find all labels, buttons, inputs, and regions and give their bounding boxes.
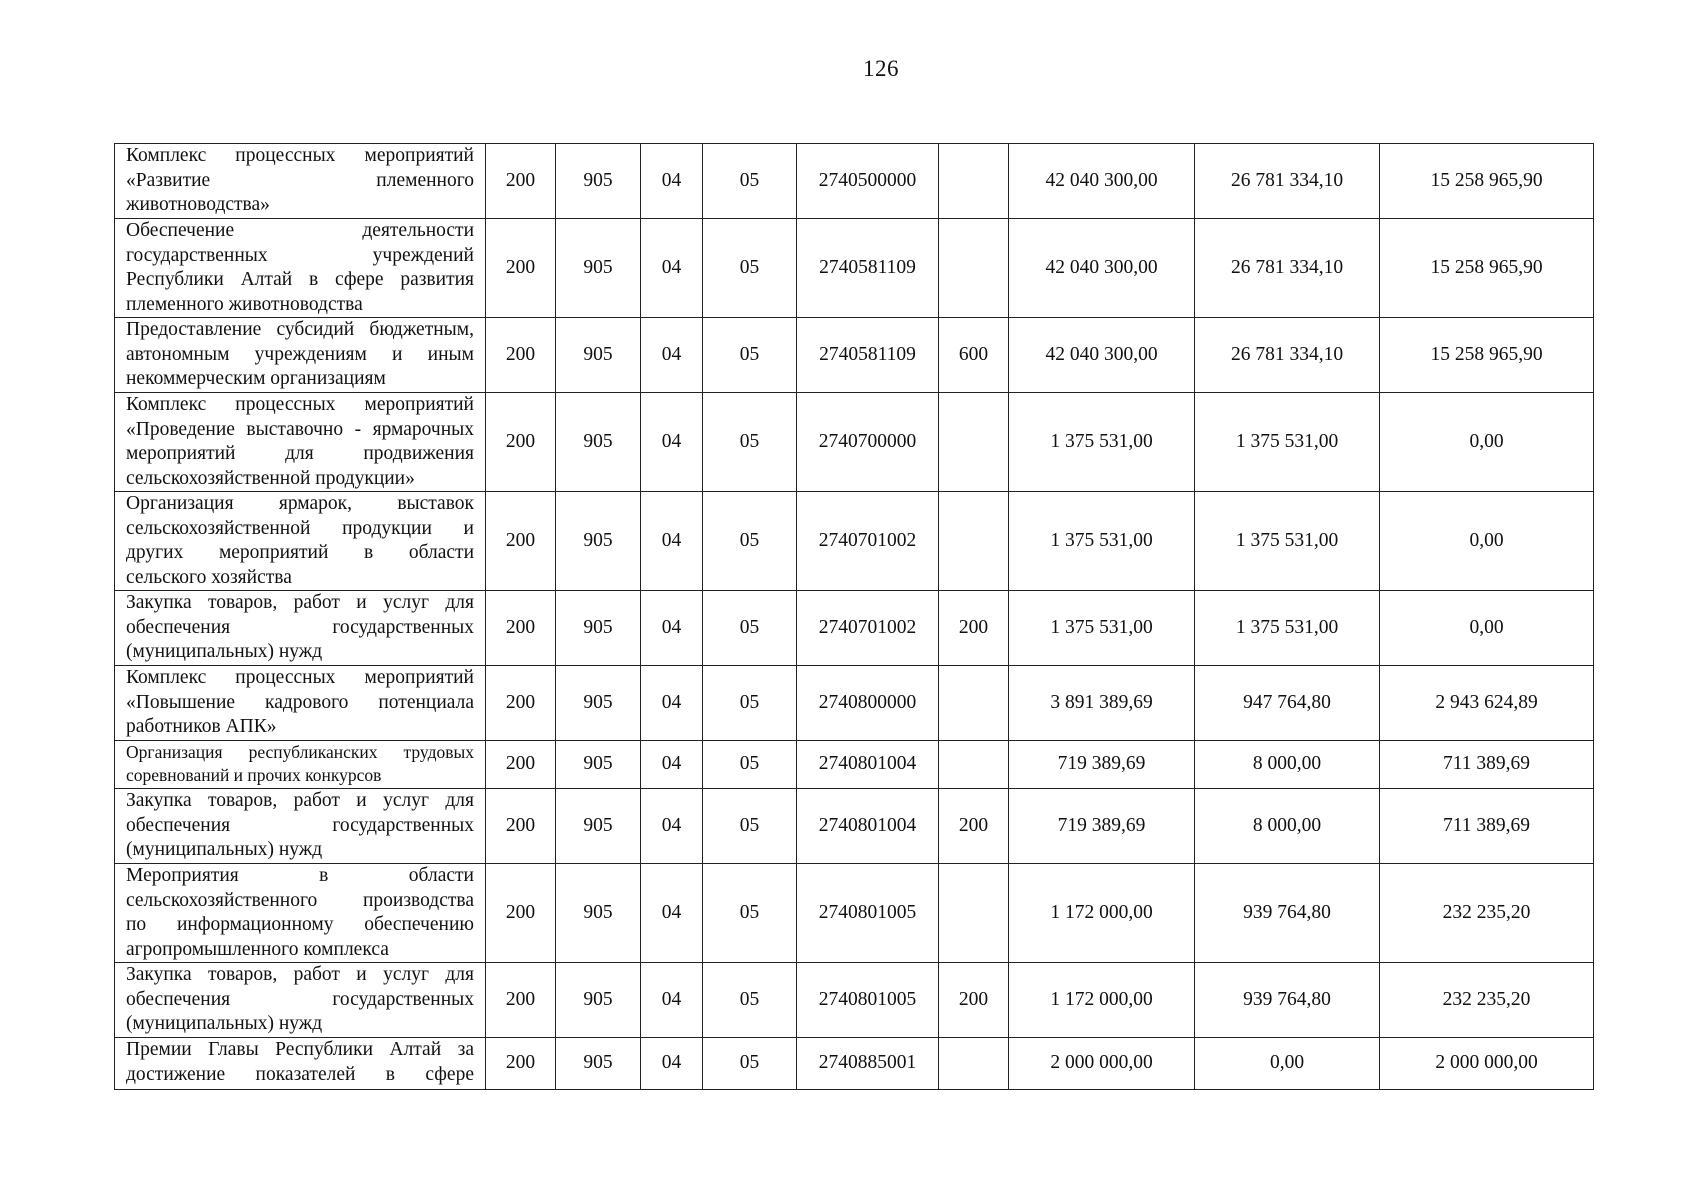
description-line: (муниципальных) нужд <box>126 839 323 860</box>
table-row <box>115 144 1594 219</box>
amount-executed-cell: 8 000,00 <box>1195 741 1380 789</box>
item-description-cell <box>115 963 486 1038</box>
section-code-cell: 04 <box>641 1038 703 1090</box>
target-article-cell: 2740581109 <box>797 219 939 318</box>
section-code-cell: 04 <box>641 591 703 666</box>
item-description-cell <box>115 591 486 666</box>
section-code-cell: 04 <box>641 741 703 789</box>
amount-remaining-cell: 0,00 <box>1380 591 1594 666</box>
page-number: 126 <box>863 56 899 81</box>
amount-executed-cell: 26 781 334,10 <box>1195 318 1380 393</box>
item-description-cell <box>115 864 486 963</box>
target-article-cell: 2740700000 <box>797 393 939 492</box>
amount-plan-cell: 42 040 300,00 <box>1009 144 1195 219</box>
table-row <box>115 219 1594 318</box>
target-article-cell: 2740800000 <box>797 666 939 741</box>
item-description-cell <box>115 393 486 492</box>
description-line: Комплекс процессных мероприятий <box>126 667 474 688</box>
section-code-cell: 04 <box>641 666 703 741</box>
amount-executed-cell: 947 764,80 <box>1195 666 1380 741</box>
description-line: (муниципальных) нужд <box>126 641 323 662</box>
item-description-cell <box>115 144 486 219</box>
target-article-cell: 2740801004 <box>797 741 939 789</box>
expense-type-cell: 600 <box>939 318 1009 393</box>
target-article-cell: 2740500000 <box>797 144 939 219</box>
item-description-cell <box>115 666 486 741</box>
target-article-cell: 2740801004 <box>797 789 939 864</box>
expense-type-cell: 200 <box>939 591 1009 666</box>
table-row <box>115 666 1594 741</box>
expense-type-cell: 200 <box>939 789 1009 864</box>
description-line: по информационному обеспечению <box>126 914 474 935</box>
description-line: племенного животноводства <box>126 293 363 315</box>
department-code-cell: 905 <box>556 864 641 963</box>
table-row <box>115 591 1594 666</box>
amount-remaining-cell: 2 000 000,00 <box>1380 1038 1594 1090</box>
table-row <box>115 1038 1594 1090</box>
description-line: сельскохозяйственной продукции» <box>126 467 415 489</box>
item-description-cell <box>115 1038 486 1090</box>
amount-plan-cell: 1 375 531,00 <box>1009 393 1195 492</box>
section-code-cell: 04 <box>641 393 703 492</box>
section-code-cell: 04 <box>641 219 703 318</box>
amount-remaining-cell: 2 943 624,89 <box>1380 666 1594 741</box>
description-line: Комплекс процессных мероприятий <box>126 394 474 415</box>
kbk-code-cell: 200 <box>486 219 556 318</box>
description-line: обеспечения государственных <box>126 616 474 638</box>
amount-remaining-cell: 232 235,20 <box>1380 864 1594 963</box>
amount-plan-cell: 1 375 531,00 <box>1009 492 1195 591</box>
section-code-cell: 04 <box>641 492 703 591</box>
department-code-cell: 905 <box>556 591 641 666</box>
description-line: сельскохозяйственного производства <box>126 889 474 911</box>
subsection-code-cell: 05 <box>703 318 797 393</box>
amount-plan-cell: 1 172 000,00 <box>1009 864 1195 963</box>
expense-type-cell <box>939 1038 1009 1090</box>
subsection-code-cell: 05 <box>703 219 797 318</box>
department-code-cell: 905 <box>556 1038 641 1090</box>
amount-executed-cell: 26 781 334,10 <box>1195 219 1380 318</box>
description-line: «Развитие племенного <box>126 169 474 191</box>
amount-plan-cell: 719 389,69 <box>1009 741 1195 789</box>
description-line: «Повышение кадрового потенциала <box>126 691 474 713</box>
subsection-code-cell: 05 <box>703 393 797 492</box>
kbk-code-cell: 200 <box>486 591 556 666</box>
amount-executed-cell: 26 781 334,10 <box>1195 144 1380 219</box>
expense-type-cell <box>939 492 1009 591</box>
description-line: Организация ярмарок, выставок <box>126 493 474 514</box>
subsection-code-cell: 05 <box>703 963 797 1038</box>
target-article-cell: 2740701002 <box>797 591 939 666</box>
kbk-code-cell: 200 <box>486 393 556 492</box>
table-row <box>115 492 1594 591</box>
budget-table <box>114 143 1594 1090</box>
description-line: государственных учреждений <box>126 244 474 266</box>
description-line: Обеспечение деятельности <box>126 220 474 241</box>
description-line: Премии Главы Республики Алтай за <box>126 1039 474 1060</box>
description-line: Организация республиканских трудовых <box>126 742 474 762</box>
subsection-code-cell: 05 <box>703 864 797 963</box>
department-code-cell: 905 <box>556 393 641 492</box>
section-code-cell: 04 <box>641 789 703 864</box>
kbk-code-cell: 200 <box>486 864 556 963</box>
description-line: Комплекс процессных мероприятий <box>126 145 474 166</box>
description-line: Предоставление субсидий бюджетным, <box>126 319 474 340</box>
subsection-code-cell: 05 <box>703 144 797 219</box>
table-row <box>115 789 1594 864</box>
kbk-code-cell: 200 <box>486 144 556 219</box>
section-code-cell: 04 <box>641 318 703 393</box>
amount-plan-cell: 42 040 300,00 <box>1009 318 1195 393</box>
subsection-code-cell: 05 <box>703 591 797 666</box>
department-code-cell: 905 <box>556 318 641 393</box>
table-row <box>115 864 1594 963</box>
description-line: других мероприятий в области <box>126 542 474 563</box>
item-description-cell <box>115 219 486 318</box>
expense-type-cell <box>939 741 1009 789</box>
amount-executed-cell: 1 375 531,00 <box>1195 492 1380 591</box>
amount-plan-cell: 42 040 300,00 <box>1009 219 1195 318</box>
subsection-code-cell: 05 <box>703 1038 797 1090</box>
expense-type-cell <box>939 144 1009 219</box>
expense-type-cell <box>939 666 1009 741</box>
section-code-cell: 04 <box>641 963 703 1038</box>
table-row <box>115 741 1594 789</box>
kbk-code-cell: 200 <box>486 492 556 591</box>
table-row <box>115 393 1594 492</box>
description-line: Республики Алтай в сфере развития <box>126 269 474 290</box>
description-line: сельского хозяйства <box>126 566 292 588</box>
amount-remaining-cell: 232 235,20 <box>1380 963 1594 1038</box>
amount-remaining-cell: 711 389,69 <box>1380 789 1594 864</box>
target-article-cell: 2740801005 <box>797 963 939 1038</box>
description-line: (муниципальных) нужд <box>126 1013 323 1034</box>
kbk-code-cell: 200 <box>486 741 556 789</box>
amount-executed-cell: 939 764,80 <box>1195 864 1380 963</box>
amount-remaining-cell: 0,00 <box>1380 492 1594 591</box>
item-description-cell <box>115 789 486 864</box>
amount-plan-cell: 2 000 000,00 <box>1009 1038 1195 1090</box>
kbk-code-cell: 200 <box>486 666 556 741</box>
department-code-cell: 905 <box>556 144 641 219</box>
kbk-code-cell: 200 <box>486 789 556 864</box>
expense-type-cell: 200 <box>939 963 1009 1038</box>
department-code-cell: 905 <box>556 963 641 1038</box>
subsection-code-cell: 05 <box>703 666 797 741</box>
item-description-cell <box>115 741 486 789</box>
department-code-cell: 905 <box>556 492 641 591</box>
amount-remaining-cell: 15 258 965,90 <box>1380 318 1594 393</box>
description-line: автономным учреждениям и иным <box>126 343 474 365</box>
amount-plan-cell: 719 389,69 <box>1009 789 1195 864</box>
description-line: мероприятий для продвижения <box>126 443 474 464</box>
target-article-cell: 2740581109 <box>797 318 939 393</box>
kbk-code-cell: 200 <box>486 318 556 393</box>
target-article-cell: 2740701002 <box>797 492 939 591</box>
amount-executed-cell: 939 764,80 <box>1195 963 1380 1038</box>
description-line: Мероприятия в области <box>126 865 474 886</box>
expense-type-cell <box>939 393 1009 492</box>
description-line: работников АПК» <box>126 716 277 737</box>
amount-remaining-cell: 0,00 <box>1380 393 1594 492</box>
subsection-code-cell: 05 <box>703 492 797 591</box>
description-line: Закупка товаров, работ и услуг для <box>126 592 474 613</box>
description-line: обеспечения государственных <box>126 814 474 836</box>
item-description-cell <box>115 318 486 393</box>
expense-type-cell <box>939 219 1009 318</box>
description-line: Закупка товаров, работ и услуг для <box>126 964 474 985</box>
amount-plan-cell: 1 172 000,00 <box>1009 963 1195 1038</box>
description-line: обеспечения государственных <box>126 988 474 1010</box>
description-line: достижение показателей в сфере <box>126 1063 474 1085</box>
amount-plan-cell: 3 891 389,69 <box>1009 666 1195 741</box>
amount-remaining-cell: 15 258 965,90 <box>1380 144 1594 219</box>
amount-executed-cell: 0,00 <box>1195 1038 1380 1090</box>
description-line: некоммерческим организациям <box>126 368 386 389</box>
department-code-cell: 905 <box>556 666 641 741</box>
description-line: «Проведение выставочно - ярмарочных <box>126 418 474 440</box>
section-code-cell: 04 <box>641 864 703 963</box>
item-description-cell <box>115 492 486 591</box>
subsection-code-cell: 05 <box>703 741 797 789</box>
expense-type-cell <box>939 864 1009 963</box>
department-code-cell: 905 <box>556 789 641 864</box>
section-code-cell: 04 <box>641 144 703 219</box>
department-code-cell: 905 <box>556 219 641 318</box>
table-row <box>115 318 1594 393</box>
description-line: агропромышленного комплекса <box>126 938 389 960</box>
amount-executed-cell: 1 375 531,00 <box>1195 393 1380 492</box>
kbk-code-cell: 200 <box>486 963 556 1038</box>
amount-remaining-cell: 15 258 965,90 <box>1380 219 1594 318</box>
amount-plan-cell: 1 375 531,00 <box>1009 591 1195 666</box>
department-code-cell: 905 <box>556 741 641 789</box>
description-line: животноводства» <box>126 194 270 215</box>
amount-remaining-cell: 711 389,69 <box>1380 741 1594 789</box>
amount-executed-cell: 1 375 531,00 <box>1195 591 1380 666</box>
kbk-code-cell: 200 <box>486 1038 556 1090</box>
amount-executed-cell: 8 000,00 <box>1195 789 1380 864</box>
target-article-cell: 2740885001 <box>797 1038 939 1090</box>
target-article-cell: 2740801005 <box>797 864 939 963</box>
subsection-code-cell: 05 <box>703 789 797 864</box>
table-row <box>115 963 1594 1038</box>
description-line: соревнований и прочих конкурсов <box>126 765 382 785</box>
description-line: сельскохозяйственной продукции и <box>126 517 474 539</box>
description-line: Закупка товаров, работ и услуг для <box>126 790 474 811</box>
